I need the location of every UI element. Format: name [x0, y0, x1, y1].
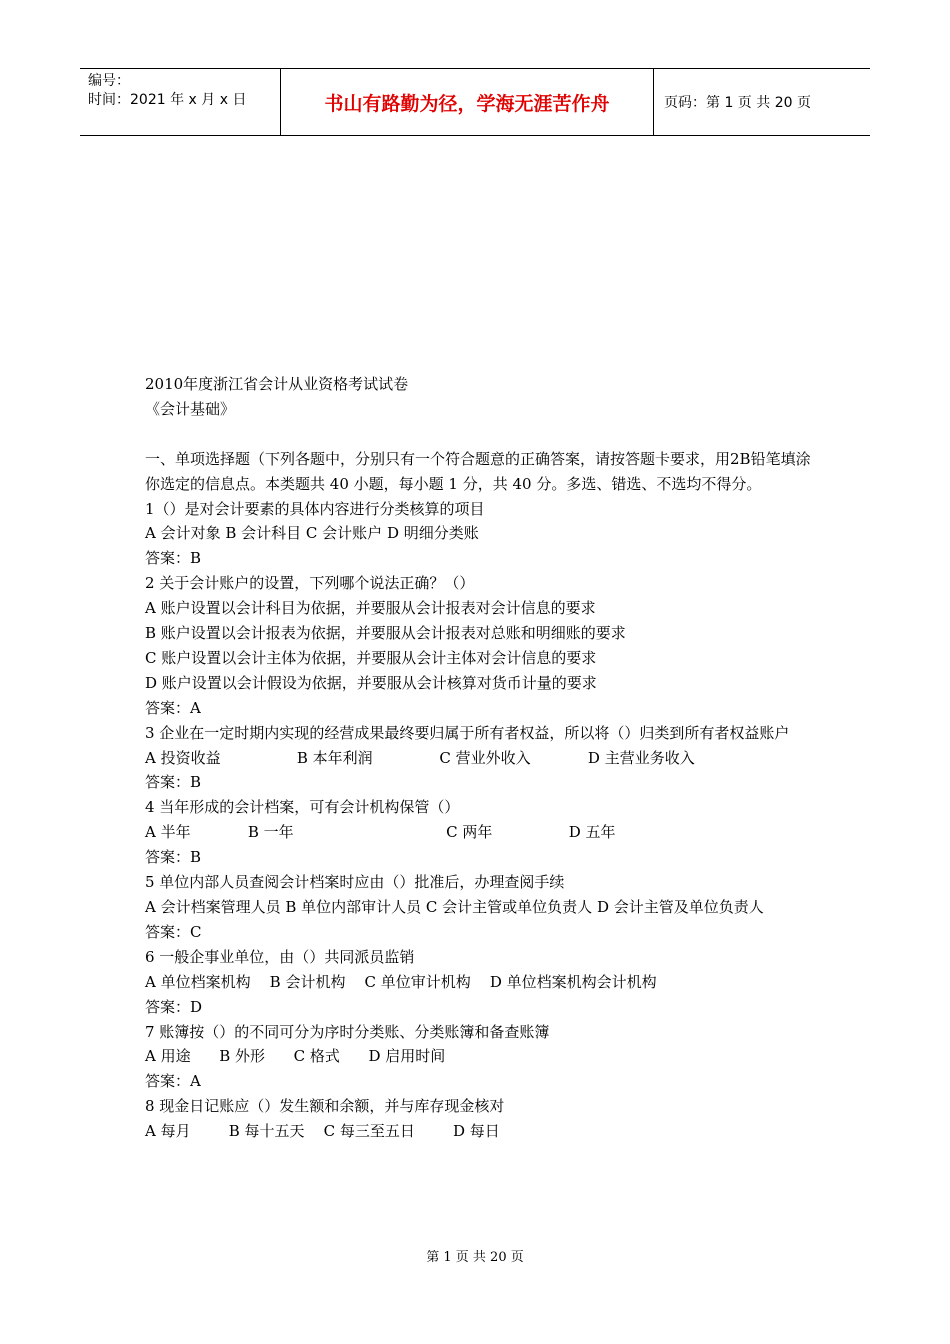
question-options: A 每月 B 每十五天 C 每三至五日 D 每日: [145, 1122, 500, 1141]
time-label: 时间：2021 年 x 月 x 日: [88, 92, 247, 108]
question-answer: 答案：B: [145, 773, 202, 792]
question-option: D 账户设置以会计假设为依据，并要服从会计核算对货币计量的要求: [145, 673, 597, 692]
header-page-label: 页码：第 1 页 共 20 页: [664, 95, 811, 111]
question-text: 1（）是对会计要素的具体内容进行分类核算的项目: [145, 499, 485, 518]
question-option: B 账户设置以会计报表为依据，并要服从会计报表对总账和明细账的要求: [145, 624, 626, 643]
question-options: A 用途 B 外形 C 格式 D 启用时间: [145, 1047, 446, 1066]
question-answer: 答案：C: [145, 922, 202, 941]
question-text: 8 现金日记账应（）发生额和余额，并与库存现金核对: [145, 1097, 505, 1116]
question-text: 5 单位内部人员查阅会计档案时应由（）批准后，办理查阅手续: [145, 873, 565, 892]
question-answer: 答案：D: [145, 997, 203, 1016]
header-motto: 书山有路勤为径，学海无涯苦作舟: [281, 69, 654, 135]
question-answer: 答案：A: [145, 698, 201, 717]
question-options: A 半年 B 一年 C 两年 D 五年: [145, 823, 616, 842]
question-text: 3 企业在一定时期内实现的经营成果最终要归属于所有者权益，所以将（）归类到所有者权益账户: [145, 723, 790, 742]
question-text: 7 账簿按（）的不同可分为序时分类账、分类账簿和备查账簿: [145, 1022, 550, 1041]
question-text: 4 当年形成的会计档案，可有会计机构保管（）: [145, 798, 460, 817]
question-option: A 账户设置以会计科目为依据，并要服从会计报表对会计信息的要求: [145, 599, 596, 618]
question-text: 2 关于会计账户的设置，下列哪个说法正确？（）: [145, 574, 475, 593]
header-left-cell: [80, 69, 281, 135]
exam-subtitle: 《会计基础》: [145, 399, 236, 418]
header-table: [80, 68, 870, 136]
question-option: C 账户设置以会计主体为依据，并要服从会计主体对会计信息的要求: [145, 648, 597, 667]
exam-title: 2010年度浙江省会计从业资格考试试卷: [145, 375, 409, 393]
question-options: A 会计对象 B 会计科目 C 会计账户 D 明细分类账: [145, 524, 479, 543]
question-options: A 单位档案机构 B 会计机构 C 单位审计机构 D 单位档案机构会计机构: [145, 972, 657, 991]
section-intro: 一、单项选择题（下列各题中，分别只有一个符合题意的正确答案，请按答题卡要求，用2B铅笔填涂你选定的信息点。本类题共 40 小题，每小题 1 分，共 40 分。多选、错选、不选均不得分。: [145, 449, 811, 493]
question-options: A 会计档案管理人员 B 单位内部审计人员 C 会计主管或单位负责人 D 会计主管及单位负责人: [145, 898, 764, 917]
question-answer: 答案：B: [145, 549, 202, 568]
document-body: [145, 372, 815, 1144]
question-options: A 投资收益 B 本年利润 C 营业外收入 D 主营业务收入: [145, 748, 695, 767]
question-answer: 答案：A: [145, 1072, 201, 1091]
page-footer: 第 1 页 共 20 页: [426, 1250, 524, 1265]
doc-number-label: 编号：: [88, 73, 130, 89]
question-text: 6 一般企事业单位，由（）共同派员监销: [145, 947, 415, 966]
question-answer: 答案：B: [145, 848, 202, 867]
